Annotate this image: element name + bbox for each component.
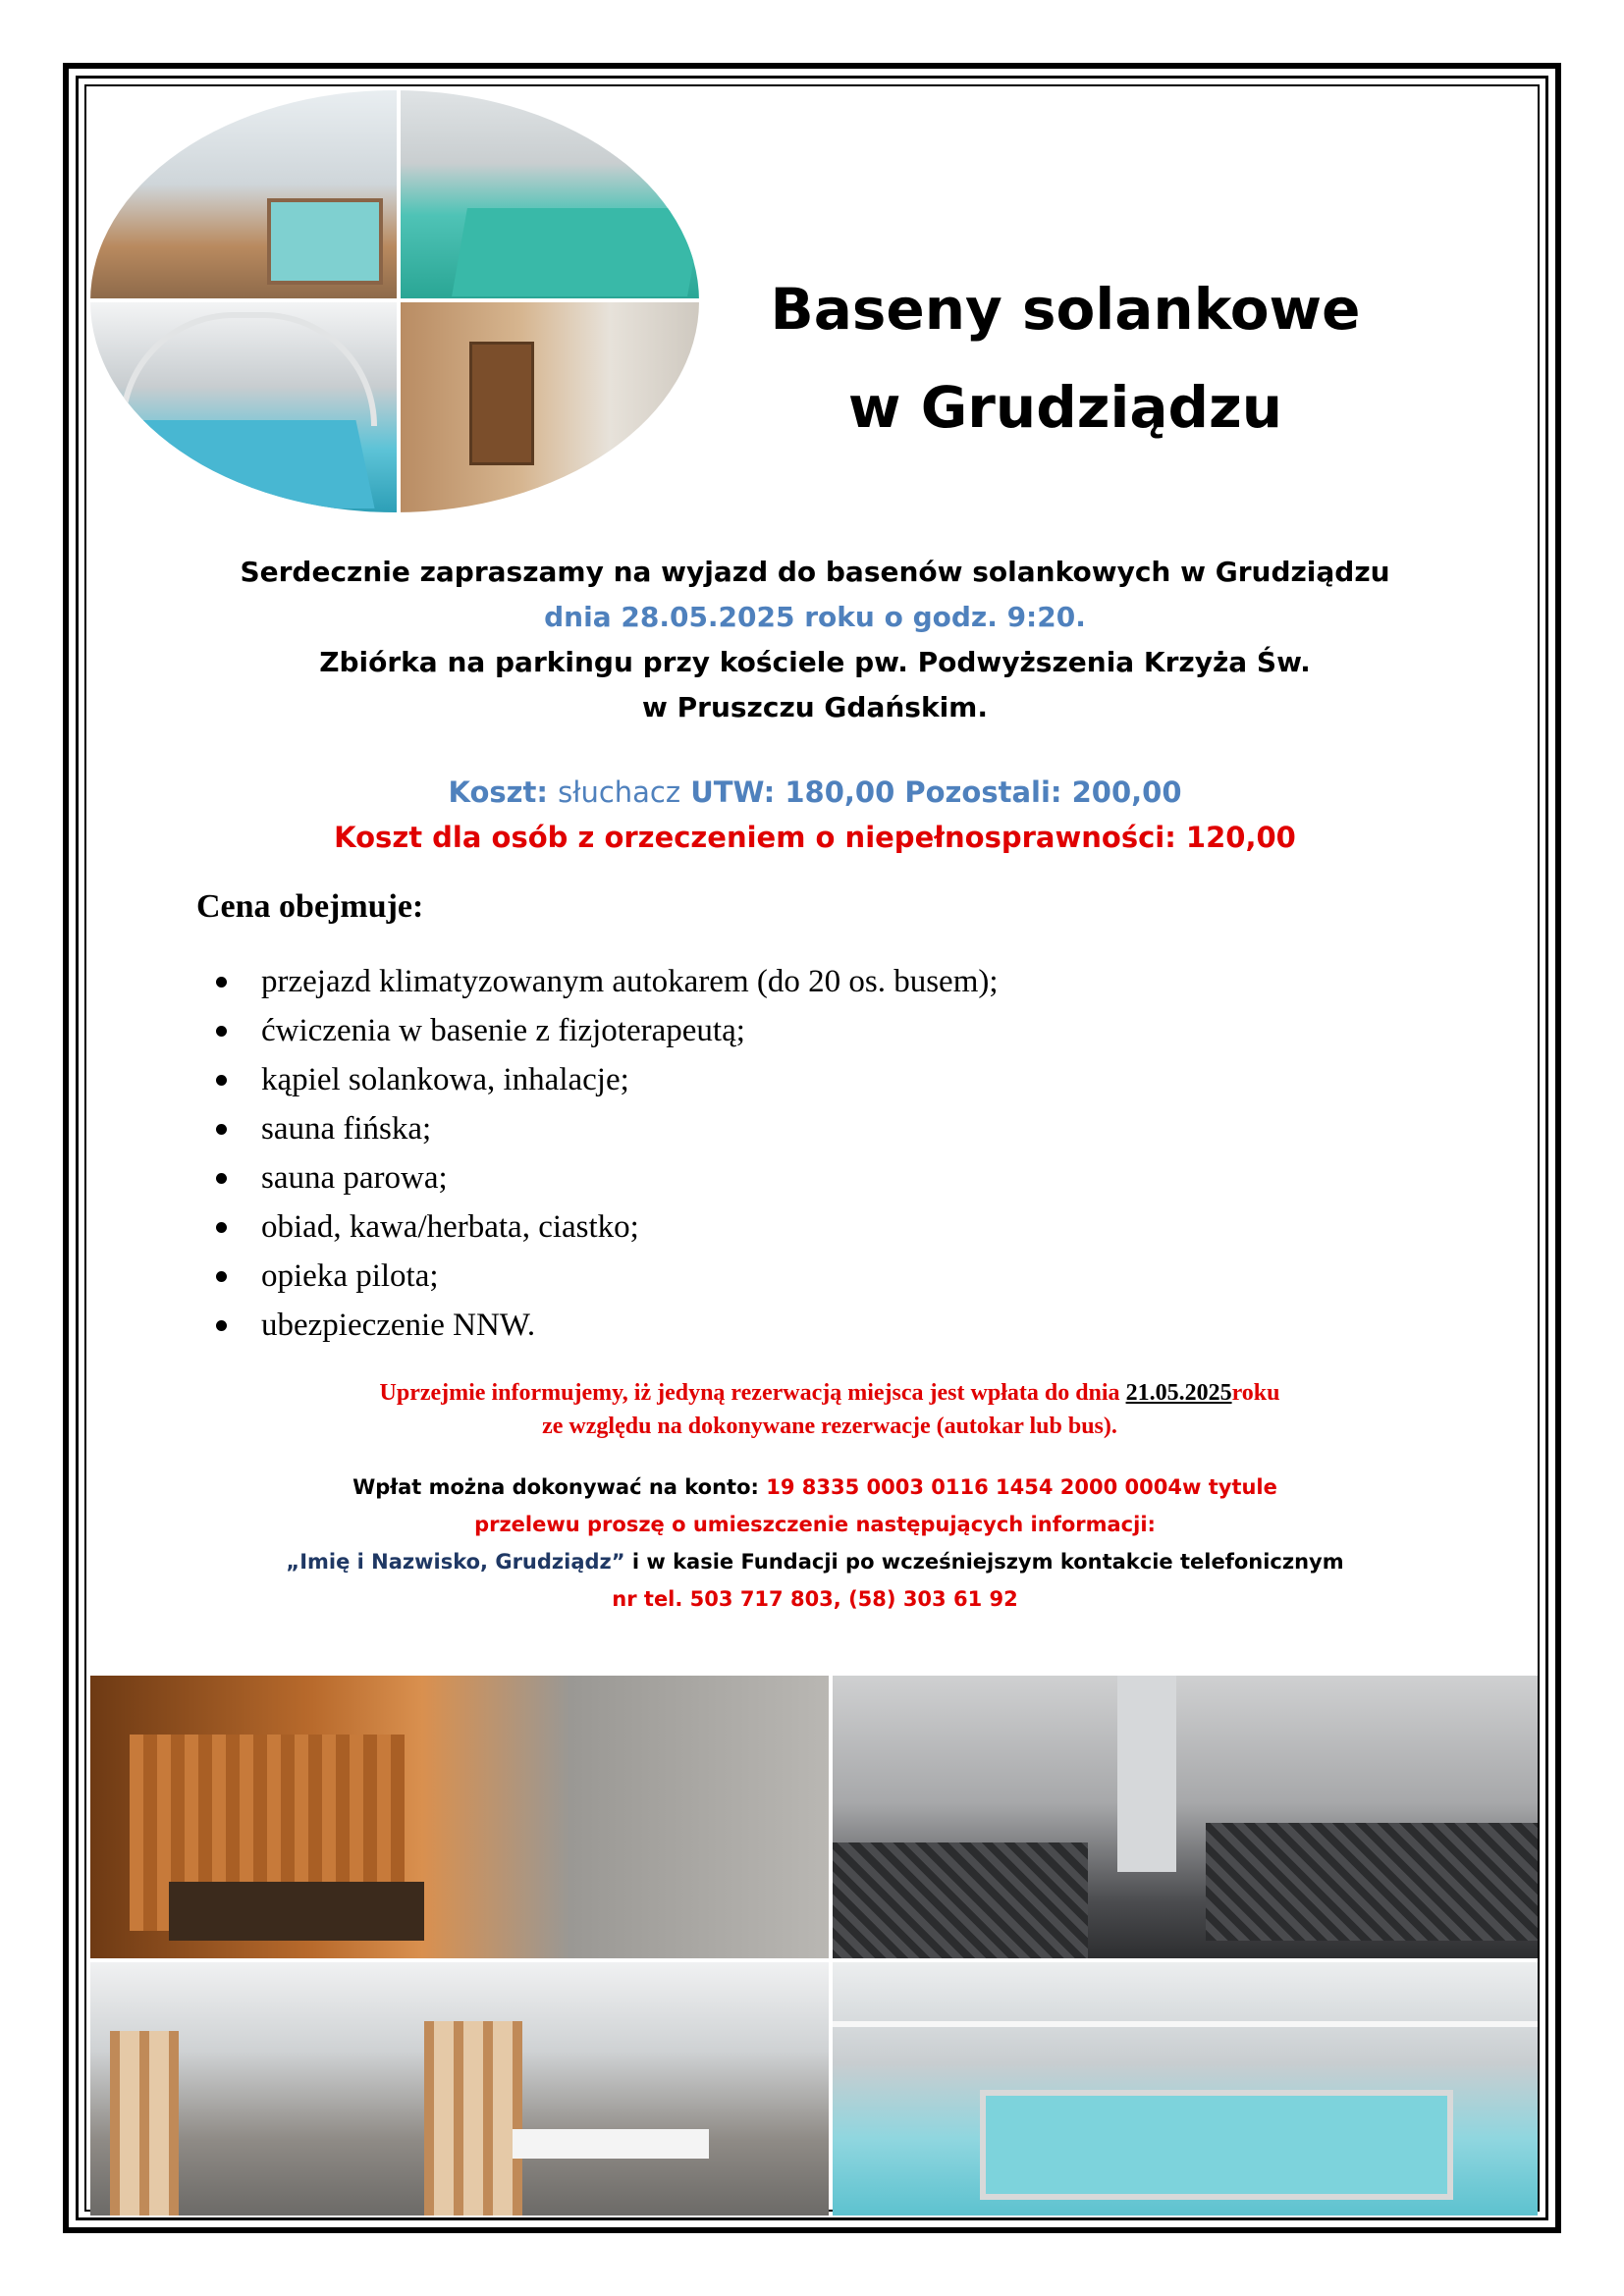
meeting-town: w Pruszczu Gdańskim.: [642, 691, 988, 723]
photo-indoor-jacuzzi: [90, 90, 397, 298]
cost-listener: słuchacz: [558, 775, 681, 809]
photo-sauna-lounge: [401, 302, 699, 512]
photo-steam-room: [833, 1676, 1538, 1958]
list-item: kąpiel solankowa, inhalacje;: [216, 1055, 999, 1104]
notice-text: Uprzejmie informujemy, iż jedyną rezerwacją miejsca jest wpłata do dnia: [379, 1380, 1126, 1406]
cost-line: [147, 770, 1483, 815]
reservation-notice: [295, 1376, 1365, 1443]
list-item: przejazd klimatyzowanym autokarem (do 20 os. busem);: [216, 957, 999, 1006]
trip-date: dnia 28.05.2025 roku o godz. 9:20.: [544, 601, 1086, 633]
includes-list: [216, 957, 999, 1350]
payment-line-1: [236, 1468, 1394, 1506]
list-item: obiad, kawa/herbata, ciastko;: [216, 1202, 999, 1252]
photo-indoor-pool: [833, 1962, 1538, 2216]
payment-cash-info: i w kasie Fundacji po wcześniejszym kontakcie telefonicznym: [624, 1550, 1344, 1574]
payment-info: [236, 1468, 1394, 1618]
meeting-point: Zbiórka na parkingu przy kościele pw. Podwyższenia Krzyża Św.: [319, 646, 1311, 678]
list-item: sauna parowa;: [216, 1153, 999, 1202]
bank-account: 19 8335 0003 0116 1454 2000 0004w tytule: [766, 1475, 1277, 1499]
notice-suffix: roku: [1231, 1380, 1280, 1406]
invitation-line: Serdecznie zapraszamy na wyjazd do basenów solankowych w Grudziądzu: [240, 556, 1390, 588]
photo-arched-pool: [90, 302, 397, 512]
includes-heading: Cena obejmuje:: [196, 888, 424, 925]
invitation-text: [147, 550, 1483, 730]
list-item: ćwiczenia w basenie z fizjoterapeutą;: [216, 1006, 999, 1055]
list-item: opieka pilota;: [216, 1252, 999, 1301]
title-line-1: Baseny solankowe: [770, 276, 1361, 343]
phone-numbers: nr tel. 503 717 803, (58) 303 61 92: [612, 1587, 1018, 1611]
cost-values: UTW: 180,00 Pozostali: 200,00: [690, 775, 1182, 809]
photo-relax-lounge: [90, 1962, 829, 2216]
list-item: ubezpieczenie NNW.: [216, 1301, 999, 1350]
photo-pool-fountain: [401, 90, 699, 298]
page-title: [707, 260, 1424, 456]
title-line-2: w Grudziądzu: [847, 374, 1283, 441]
photo-finnish-sauna: [90, 1676, 829, 1958]
transfer-title: „Imię i Nazwisko, Grudziądz”: [286, 1550, 625, 1574]
list-item: sauna fińska;: [216, 1104, 999, 1153]
deadline-date: 21.05.2025: [1125, 1380, 1232, 1406]
payment-line-3: [236, 1543, 1394, 1580]
notice-line-1: [295, 1376, 1365, 1410]
cost-label: Koszt:: [448, 775, 548, 809]
cost-disabled: Koszt dla osób z orzeczeniem o niepełnosprawności: 120,00: [334, 821, 1296, 854]
pool-photo-collage: [90, 90, 699, 512]
cost-section: [147, 770, 1483, 860]
notice-line-2: ze względu na dokonywane rezerwacje (autokar lub bus).: [542, 1414, 1117, 1439]
payment-line-2: przelewu proszę o umieszczenie następujących informacji:: [474, 1513, 1156, 1536]
payment-prefix: Wpłat można dokonywać na konto:: [352, 1475, 767, 1499]
